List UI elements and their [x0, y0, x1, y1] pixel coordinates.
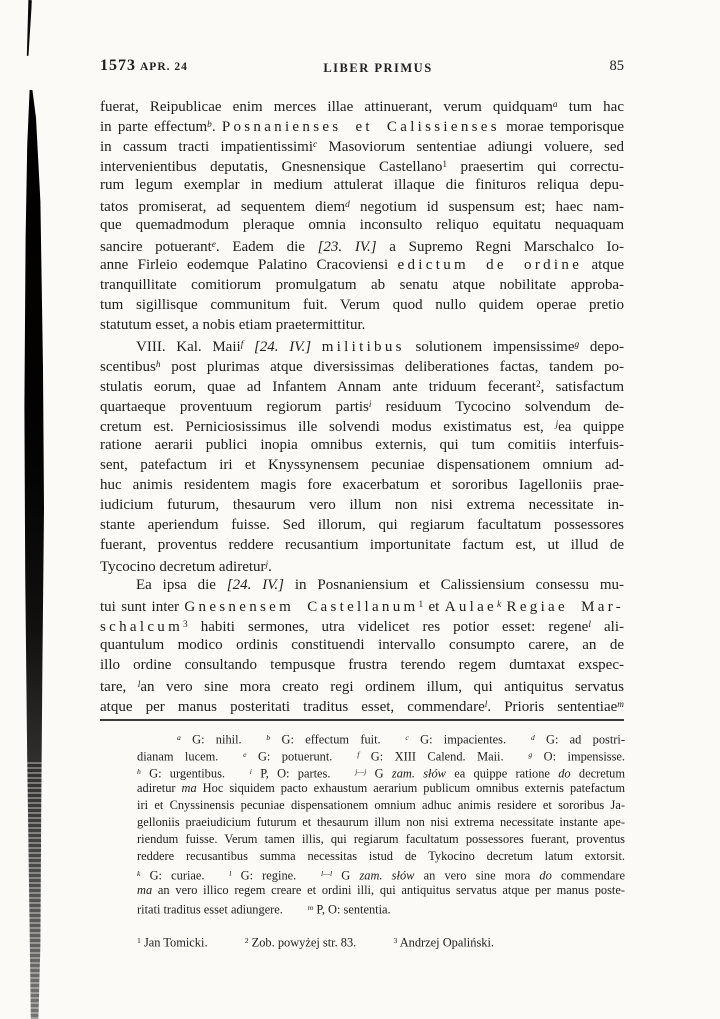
text-run: fuerat, Reipublicae enim merces illae attinuerant, verum quidquam: [100, 99, 553, 116]
text-run: P, O: partes.: [251, 766, 356, 781]
footnote-marker: 3: [393, 936, 398, 945]
text-run: Hoc siquidem pacto exhaustum aerarium publicum omnibus externis patefactum: [196, 781, 626, 795]
footnote-marker: g: [574, 340, 580, 350]
text-run: que quemadmodum pleraque omnia inconsulto reliquo equitatu nequaquam: [100, 217, 624, 233]
footnote-marker: c: [313, 140, 318, 150]
text-run: in parte effectum: [100, 119, 208, 136]
text-run: atque: [582, 257, 624, 273]
text-run: tranquillitate comitiorum promulgatum ab senatu atque nobilitate approba-: [100, 277, 624, 293]
text-run: Andrzej Opaliński.: [397, 935, 494, 950]
text-run: tui sunt inter: [100, 599, 185, 616]
text-run: [240, 339, 254, 355]
footnote-marker: l—l: [321, 869, 333, 878]
text-line: [100, 575, 624, 595]
text-line: [100, 195, 624, 215]
footnote-marker: 2: [244, 936, 249, 945]
text-run: Masoviorum sententiae adiungi voluere, sed: [317, 139, 624, 156]
text-run: ritati traditus esset adiungere.: [137, 902, 308, 917]
text-run: scentibus: [100, 359, 156, 376]
footnote-marker: a: [552, 100, 558, 110]
footnote-marker: f: [357, 750, 360, 759]
text-line: [137, 831, 625, 848]
text-run: ratione aerarii publici inopia omnibus externis, qui tum comitiis interfuis-: [100, 437, 624, 453]
footnote-marker: j: [265, 560, 269, 570]
text-run: rum legum exemplar in medium attulerat illaque die finituros reliqua depu-: [100, 177, 624, 193]
footnote-marker: 1: [442, 160, 448, 170]
text-run: P, O: sententia.: [313, 902, 391, 917]
text-run: illo ordine consultando tempusque frustra terendo regem dumtaxat exspec-: [100, 657, 624, 673]
text-line: [137, 763, 625, 780]
text-run: G: nihil.: [180, 732, 267, 747]
text-run: dianam lucem.: [137, 749, 244, 764]
text-run: G: XIII Calend. Maii.: [359, 749, 529, 764]
text-line: [100, 695, 624, 715]
text-run: do: [539, 868, 552, 883]
footnote-marker: b: [207, 120, 212, 130]
text-run: [24. IV.]: [226, 577, 285, 593]
footnote-marker: h: [137, 767, 141, 776]
footnote-marker: m: [617, 700, 624, 710]
header-date-year: 1573: [100, 57, 136, 74]
footnote-marker: l: [484, 700, 488, 710]
numbered-footnotes-block: [137, 932, 625, 949]
text-run: et: [423, 599, 445, 616]
text-run: G: effectum fuit.: [270, 732, 406, 747]
text-run: Aulae: [444, 599, 498, 616]
text-line: [100, 655, 624, 675]
text-run: quartaeque proventuum regiorum partis: [100, 399, 369, 416]
text-run: Zob. powyżej str. 83.: [248, 935, 394, 950]
text-run: in Posnaniensium et Calissiensium consessu mu-: [284, 577, 624, 593]
text-run: atque per manus posteritati traditus esset, commendare: [100, 699, 485, 716]
text-line: [100, 275, 624, 295]
text-run: anne Firleio eodemque Palatino Cracoviensi: [100, 257, 398, 273]
text-run: fuerant, proventus reddere recusantium importunitate factum est, ut illud de: [100, 537, 624, 553]
page-number: 85: [609, 58, 624, 74]
text-run: tatos promiserat, ad sequentem diem: [100, 199, 346, 216]
text-run: Gnesnensem Castellanum: [184, 599, 419, 616]
main-text-block: [100, 95, 624, 715]
footnote-marker: k: [497, 600, 502, 610]
text-run: sent, patefactum iri et Knyssynensem pecuniae dispensationem omnium ad-: [100, 457, 624, 473]
text-run: ma: [137, 883, 153, 897]
text-run: .: [268, 559, 272, 576]
text-run: G: impacientes.: [408, 732, 531, 747]
text-run: G: [332, 868, 360, 883]
text-line: [137, 882, 625, 899]
footnote-marker: e: [211, 240, 216, 250]
footnote-marker: f: [240, 340, 244, 350]
text-run: zam. słów: [359, 868, 415, 883]
text-run: commendare: [551, 868, 625, 883]
text-run: praesertim qui correctu-: [447, 159, 624, 176]
footnote-marker: e: [243, 750, 247, 759]
text-line: [100, 375, 624, 395]
text-run: O: impensisse.: [532, 749, 626, 764]
text-run: Tycocino decretum adiretur: [100, 559, 266, 576]
text-run: in cassum tracti impatientissimi: [100, 139, 314, 156]
text-line: [100, 555, 624, 575]
text-run: [23. IV.]: [317, 239, 377, 256]
text-run: tum sigillisque communitum fuit. Verum quod nullo quidem operae pretio: [100, 297, 624, 313]
text-line: [100, 595, 624, 615]
text-run: negotium id suspensum est; haec nam-: [349, 199, 624, 216]
text-run: iudicium futurum, thesaurum vero illum non nisi extrema necessitate in-: [100, 497, 624, 513]
text-run: gelloniis praeiudicium futurum et thesaurum illum non nisi extrema necessitate instante ape-: [137, 815, 625, 829]
text-run: Posnanienses et Calissienses: [221, 119, 500, 136]
text-run: .: [211, 119, 222, 136]
text-line: [137, 899, 625, 916]
running-title: LIBER PRIMUS: [323, 61, 433, 75]
text-line: [137, 729, 625, 746]
text-run: tare,: [100, 679, 138, 696]
footnote-marker: 1: [137, 936, 141, 945]
text-line: [100, 215, 624, 235]
footnote-separator-rule: [100, 719, 624, 721]
scan-edge-streak-artifact: [24, 90, 44, 1019]
text-run: [24. IV.]: [253, 339, 312, 356]
text-run: statutum esset, a nobis etiam praetermittitur.: [100, 317, 366, 333]
text-run: an vero sine mora creato regi ordinem illum, qui antiquitus servatus: [140, 679, 624, 696]
text-line: [100, 315, 624, 335]
text-line: [137, 814, 625, 831]
footnote-marker: b: [266, 733, 271, 742]
text-run: quantulum modico ordinis constituendi intervallo consumpto carere, an de: [100, 637, 624, 653]
footnote-marker: i: [249, 767, 252, 776]
footnote-marker: j: [555, 420, 559, 430]
text-run: an vero sine mora: [414, 868, 540, 883]
text-run: morae temporisque: [499, 119, 624, 136]
critical-apparatus-block: [137, 729, 625, 916]
text-run: Ea ipsa die: [136, 577, 227, 593]
text-run: , satisfactum: [540, 379, 624, 396]
text-run: reddere recusantibus summa necessitas istud de Tykocino decretum latum extorsit.: [137, 849, 625, 863]
footnote-marker: m: [307, 903, 314, 912]
text-run: G: ad postri-: [534, 732, 626, 747]
text-line: [100, 675, 624, 695]
text-line: [100, 255, 624, 275]
text-line: [100, 635, 624, 655]
header-date-rest: APR. 24: [140, 61, 188, 73]
footnote-marker: j—j: [355, 767, 367, 776]
footnote-marker: d: [530, 733, 535, 742]
text-run: riendum fuisse. Verum tamen illis, qui regiarum facultatum possessores fuerant, proventus: [137, 832, 625, 846]
text-run: G: curiae.: [140, 868, 230, 883]
text-run: an vero illico regem creare et ordini illi, qui antiquitus servatus atque per manus poste-: [152, 883, 625, 897]
footnote-marker: l: [588, 620, 591, 630]
text-line: [137, 848, 625, 865]
text-run: ea quippe ratione: [445, 766, 559, 781]
footnote-marker: a: [177, 733, 181, 742]
text-run: VIII. Kal. Maii: [136, 339, 241, 356]
text-line: [100, 235, 624, 255]
text-run: Regiae Mar-: [506, 599, 625, 616]
scan-edge-sliver-artifact: [26, 0, 32, 56]
text-run: solutionem impensissime: [404, 339, 575, 356]
footnote-marker: d: [345, 200, 350, 210]
footnote-marker: 1: [418, 600, 424, 610]
text-line: [100, 95, 624, 115]
text-run: depo-: [579, 339, 624, 356]
text-run: Jan Tomicki.: [140, 935, 245, 950]
text-line: [100, 475, 624, 495]
text-run: [311, 339, 322, 355]
text-run: tum hac: [557, 99, 624, 116]
text-run: ma: [181, 781, 197, 795]
text-run: G: potuerunt.: [246, 749, 358, 764]
text-run: a Supremo Regni Marschalco Io-: [376, 239, 625, 256]
text-line: [137, 797, 625, 814]
text-line: [100, 455, 624, 475]
footnote-marker: c: [405, 733, 409, 742]
text-line: [100, 155, 624, 175]
text-line: [137, 865, 625, 882]
text-line: [100, 435, 624, 455]
text-run: . Prioris sententiae: [487, 699, 618, 716]
text-run: residuum Tycocino solvendum de-: [371, 399, 625, 416]
text-line: [100, 295, 624, 315]
text-run: ali-: [590, 619, 624, 636]
text-run: schalcum: [100, 619, 184, 636]
footnote-marker: k: [137, 869, 141, 878]
text-line: [100, 175, 624, 195]
text-run: militibus: [321, 339, 405, 356]
footnote-marker: h: [155, 360, 161, 370]
text-line: [100, 335, 624, 355]
text-line: [137, 746, 625, 763]
footnote-marker: 3: [183, 620, 188, 630]
text-run: G: regine.: [231, 868, 322, 883]
text-line: [100, 415, 624, 435]
text-run: huc animis residentem magis fore exacerbatum et sororibus Iagelloniis prae-: [100, 477, 624, 493]
text-run: decretum: [570, 766, 625, 781]
text-run: stante aperiendum fuisse. Sed illorum, qui regiarum facultatum possessores: [100, 517, 624, 533]
footnote-marker: g: [528, 750, 533, 759]
text-run: edictum de ordine: [397, 257, 583, 273]
text-run: G: urgentibus.: [140, 766, 250, 781]
text-run: . Eadem die: [215, 239, 318, 256]
text-run: stulatis eorum, quae ad Infantem Annam ante triduum fecerant: [100, 379, 536, 396]
text-run: zam. słów: [391, 766, 446, 781]
text-line: [100, 395, 624, 415]
text-run: do: [558, 766, 571, 781]
text-line: [100, 535, 624, 555]
text-line: [137, 780, 625, 797]
text-run: ea quippe: [558, 419, 625, 436]
text-line: [137, 932, 625, 949]
text-run: habiti sermones, utra videlicet res potior esset: regene: [187, 619, 589, 636]
text-run: iri et Cnyssinensis pecuniae dispensationem omnium adhuc animis residere et sororibus Ja-: [137, 798, 625, 812]
text-run: G: [366, 766, 392, 781]
footnote-marker: i: [368, 400, 372, 410]
footnote-marker: 2: [535, 380, 541, 390]
text-line: [100, 615, 624, 635]
text-line: [100, 515, 624, 535]
text-line: [100, 495, 624, 515]
text-run: sancire potuerant: [100, 239, 212, 256]
text-run: intervenientibus deputatis, Gnesnensique Castellano: [100, 159, 443, 176]
text-line: [100, 115, 624, 135]
text-run: post plurimas atque diversissimas deliberationes factas, tandem po-: [160, 359, 624, 376]
footnote-marker: l: [137, 680, 141, 690]
footnote-marker: l: [229, 869, 232, 878]
text-run: adiretur: [137, 781, 182, 795]
text-line: [100, 355, 624, 375]
text-line: [100, 135, 624, 155]
text-run: cretum est. Perniciosissimus ille solvendi modus existimatus est,: [100, 419, 556, 436]
